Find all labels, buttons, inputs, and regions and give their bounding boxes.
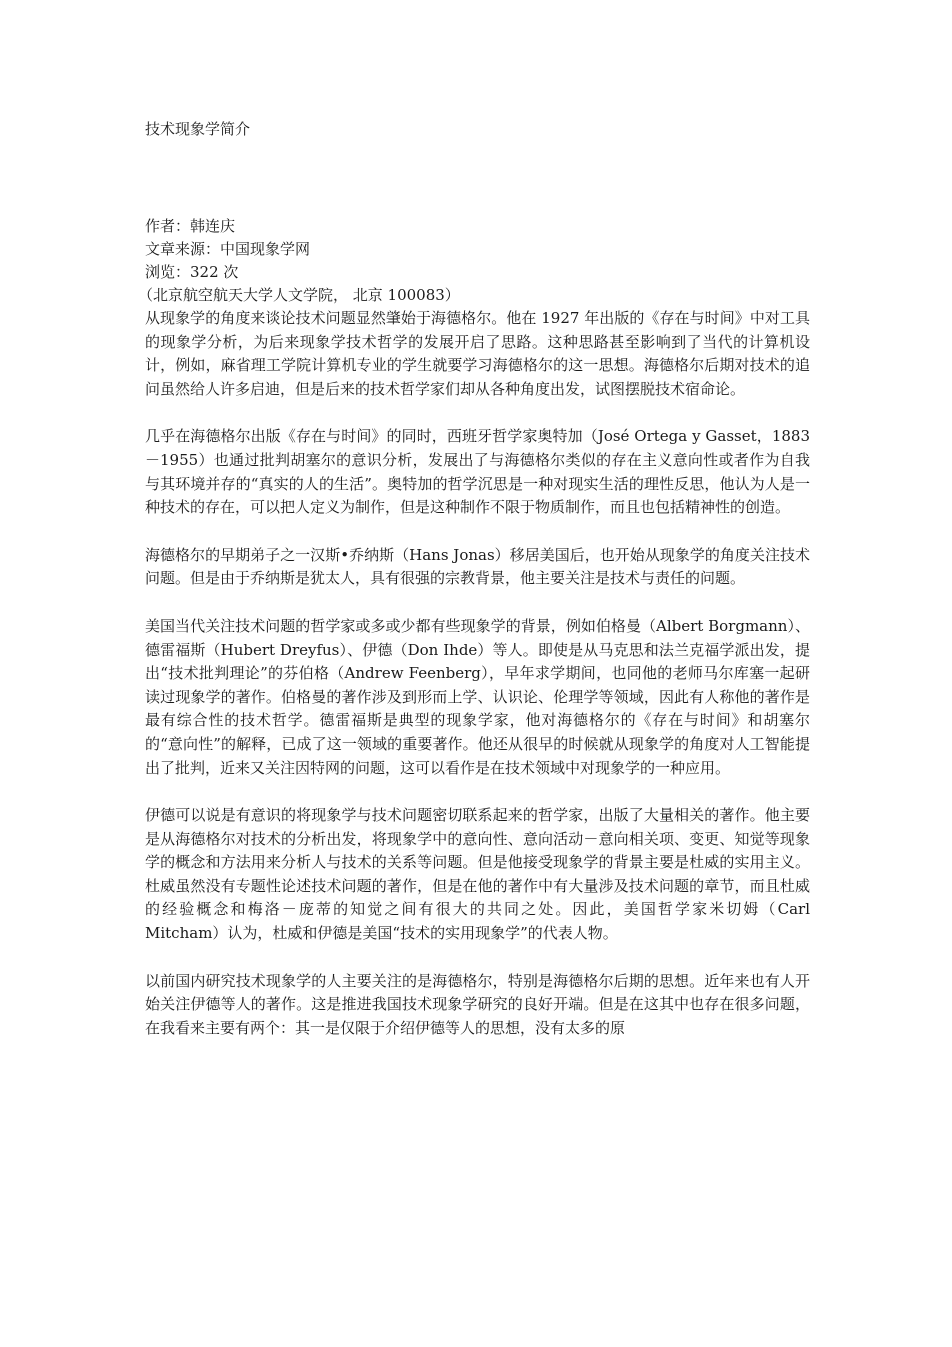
paragraph-6: 以前国内研究技术现象学的人主要关注的是海德格尔，特别是海德格尔后期的思想。近年来也有人开始关注伊德等人的著作。这是推进我国技术现象学研究的良好开端。但是在这其中也存在很多问题，在我看来主要有两个：其一是仅限于介绍伊德等人的思想，没有太多的原 xyxy=(145,971,810,1037)
paragraph-3: 海德格尔的早期弟子之一汉斯•乔纳斯（Hans Jonas）移居美国后，也开始从现象学的角度关注技术问题。但是由于乔纳斯是犹太人，具有很强的宗教背景，他主要关注是技术与责任的问题。 xyxy=(145,545,810,588)
paragraph-5: 伊德可以说是有意识的将现象学与技术问题密切联系起来的哲学家，出版了大量相关的著作。他主要是从海德格尔对技术的分析出发，将现象学中的意向性、意向活动－意向相关项、变更、知觉等现象学的概念和方法用来分析人与技术的关系等问题。但是他接受现象学的背景主要是杜威的实用主义。杜威虽然没有专题性论述技术问题的著作，但是在他的著作中有大量涉及技术问题的章节，而且杜威的经验概念和梅洛－庞蒂的知觉之间有很大的共同之处。因此，美国哲学家米切姆（Carl Mitcham）认为，杜威和伊德是美国“技术的实用现象学”的代表人物。 xyxy=(145,806,810,943)
paragraph-4: 美国当代关注技术问题的哲学家或多或少都有些现象学的背景，例如伯格曼（Albert Borgmann）、德雷福斯（Hubert Dreyfus）、伊德（Don Ihde）等人。即使是从马克思和法兰克福学派出发，提出“技术批判理论”的芬伯格（Andrew Feenberg），早年求学期间，也同他的老师马尔库塞一起研读过现象学的著作。伯格曼的著作涉及到形而上学、认识论、伦理学等领域，因此有人称他的著作是最有综合性的技术哲学。德雷福斯是典型的现象学家，他对海德格尔的《存在与时间》和胡塞尔的“意向性”的解释，已成了这一领域的重要著作。他还从很早的时候就从现象学的角度对人工智能提出了批判，近来又关注因特网的问题，这可以看作是在技术领域中对现象学的一种应用。 xyxy=(145,616,810,777)
article-meta xyxy=(138,215,810,1064)
author-line: 作者：韩连庆 xyxy=(145,217,236,235)
affiliation-line: （北京航空航天大学人文学院， 北京 100083） xyxy=(138,286,460,304)
paragraph-1: 从现象学的角度来谈论技术问题显然肇始于海德格尔。他在 1927 年出版的《存在与时间》中对工具的现象学分析，为后来现象学技术哲学的发展开启了思路。这种思路甚至影响到了当代的计算机设计，例如，麻省理工学院计算机专业的学生就要学习海德格尔的这一思想。海德格尔后期对技术的追问虽然给人许多启迪，但是后来的技术哲学家们却从各种角度出发，试图摆脱技术宿命论。 xyxy=(145,309,810,398)
source-line: 文章来源：中国现象学网 xyxy=(145,240,311,258)
document-title: 技术现象学简介 xyxy=(145,120,251,138)
views-line: 浏览：322 次 xyxy=(145,263,239,281)
paragraph-2: 几乎在海德格尔出版《存在与时间》的同时，西班牙哲学家奥特加（José Ortega y Gasset，1883－1955）也通过批判胡塞尔的意识分析，发展出了与海德格尔类似的存在主义意向性或者作为自我与其环境并存的“真实的人的生活”。奥特加的哲学沉思是一种对现实生活的理性反思，他认为人是一种技术的存在，可以把人定义为制作，但是这种制作不限于物质制作，而且也包括精神性的创造。 xyxy=(145,427,810,517)
